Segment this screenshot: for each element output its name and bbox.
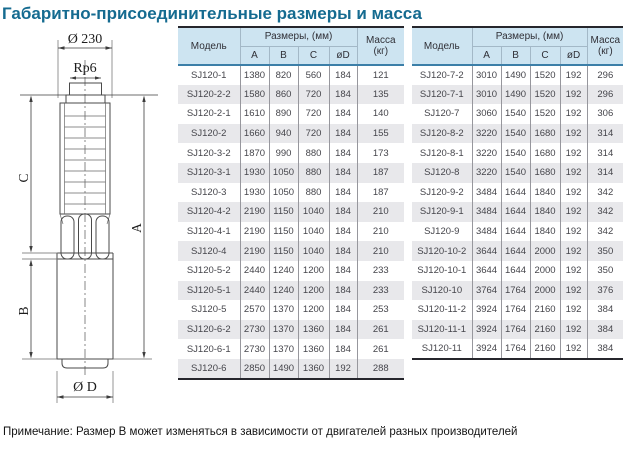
model-cell: SJ120-9 [424, 226, 460, 238]
value-cell: 384 [587, 300, 623, 320]
value-cell: 1644 [501, 183, 530, 203]
value-cell: 192 [560, 320, 587, 340]
value-cell: 192 [560, 65, 587, 85]
value-cell: 2000 [530, 261, 560, 281]
value-cell: 1644 [501, 202, 530, 222]
value-cell: 1050 [269, 163, 298, 183]
value-cell: 2160 [530, 300, 560, 320]
value-cell: 384 [587, 339, 623, 359]
value-cell: 1540 [501, 163, 530, 183]
column-header-model: Модель [412, 27, 472, 65]
value-cell: 184 [329, 339, 357, 359]
value-cell: 192 [560, 222, 587, 242]
value-cell: 1490 [269, 359, 298, 379]
column-header-dim-2: C [298, 46, 329, 65]
table-row [412, 281, 623, 301]
value-cell: 192 [560, 202, 587, 222]
model-cell: SJ120-10 [421, 284, 463, 296]
value-cell: 1764 [501, 300, 530, 320]
table-row [178, 163, 404, 183]
value-cell: 192 [560, 261, 587, 281]
value-cell: 3484 [472, 222, 501, 242]
value-cell: 560 [298, 65, 329, 85]
value-cell: 2850 [240, 359, 269, 379]
dim-label-c: C [16, 173, 31, 183]
value-cell: 3924 [472, 300, 501, 320]
value-cell: 121 [357, 65, 404, 85]
value-cell: 1360 [298, 339, 329, 359]
value-cell: 1370 [269, 320, 298, 340]
table-row [412, 202, 623, 222]
model-cell: SJ120-8-2 [419, 128, 464, 140]
value-cell: 1040 [298, 222, 329, 242]
table-row [178, 222, 404, 242]
value-cell: 880 [298, 163, 329, 183]
value-cell: 2440 [240, 261, 269, 281]
table-row [178, 281, 404, 301]
value-cell: 1764 [501, 320, 530, 340]
table-row [178, 320, 404, 340]
model-cell: SJ120-5 [191, 304, 227, 316]
model-cell: SJ120-6 [191, 362, 227, 374]
column-header-dim-0: A [472, 46, 501, 65]
model-cell: SJ120-7-1 [419, 88, 464, 100]
table-row [412, 222, 623, 242]
table-row [178, 359, 404, 379]
model-cell: SJ120-6-1 [186, 343, 231, 355]
model-cell: SJ120-5-2 [186, 265, 231, 277]
model-cell: SJ120-3-1 [186, 167, 231, 179]
table-row [178, 65, 404, 85]
model-cell: SJ120-9-1 [419, 206, 464, 218]
table-row [178, 183, 404, 203]
value-cell: 3644 [472, 261, 501, 281]
value-cell: 1150 [269, 202, 298, 222]
table-row [412, 104, 623, 124]
column-header-dimensions: Размеры, (мм) [472, 27, 587, 46]
value-cell: 860 [269, 85, 298, 105]
value-cell: 342 [587, 202, 623, 222]
value-cell: 184 [329, 222, 357, 242]
value-cell: 184 [329, 281, 357, 301]
value-cell: 1680 [530, 124, 560, 144]
value-cell: 1240 [269, 261, 298, 281]
value-cell: 2570 [240, 300, 269, 320]
value-cell: 1200 [298, 261, 329, 281]
table-row [178, 261, 404, 281]
value-cell: 192 [560, 85, 587, 105]
value-cell: 3220 [472, 163, 501, 183]
model-cell: SJ120-2-1 [186, 108, 231, 120]
value-cell: 350 [587, 261, 623, 281]
value-cell: 184 [329, 143, 357, 163]
value-cell: 192 [560, 124, 587, 144]
value-cell: 1240 [269, 281, 298, 301]
table-row [178, 143, 404, 163]
value-cell: 184 [329, 261, 357, 281]
value-cell: 940 [269, 124, 298, 144]
model-cell: SJ120-5-1 [186, 284, 231, 296]
table-row [412, 261, 623, 281]
value-cell: 184 [329, 183, 357, 203]
model-cell: SJ120-8 [424, 167, 460, 179]
model-cell: SJ120-2 [191, 128, 227, 140]
value-cell: 2730 [240, 320, 269, 340]
value-cell: 184 [329, 104, 357, 124]
value-cell: 1050 [269, 183, 298, 203]
value-cell: 192 [329, 359, 357, 379]
value-cell: 820 [269, 65, 298, 85]
value-cell: 1520 [530, 65, 560, 85]
value-cell: 1764 [501, 339, 530, 359]
model-cell: SJ120-11 [421, 343, 462, 355]
model-cell: SJ120-10-2 [417, 245, 467, 257]
value-cell: 1840 [530, 222, 560, 242]
value-cell: 1360 [298, 359, 329, 379]
value-cell: 880 [298, 183, 329, 203]
pump-drawing [0, 26, 178, 431]
value-cell: 1680 [530, 143, 560, 163]
value-cell: 1370 [269, 339, 298, 359]
value-cell: 3484 [472, 202, 501, 222]
model-cell: SJ120-4-2 [186, 206, 231, 218]
value-cell: 187 [357, 163, 404, 183]
value-cell: 1644 [501, 241, 530, 261]
value-cell: 1200 [298, 300, 329, 320]
value-cell: 1840 [530, 202, 560, 222]
value-cell: 1764 [501, 281, 530, 301]
value-cell: 192 [560, 104, 587, 124]
value-cell: 1644 [501, 261, 530, 281]
value-cell: 342 [587, 222, 623, 242]
value-cell: 2160 [530, 339, 560, 359]
value-cell: 3220 [472, 124, 501, 144]
model-cell: SJ120-8-1 [419, 147, 464, 159]
table-row [412, 124, 623, 144]
table-row [412, 320, 623, 340]
value-cell: 233 [357, 261, 404, 281]
value-cell: 192 [560, 163, 587, 183]
value-cell: 1040 [298, 241, 329, 261]
table-row [178, 241, 404, 261]
value-cell: 2160 [530, 320, 560, 340]
value-cell: 2190 [240, 222, 269, 242]
model-cell: SJ120-11-1 [417, 324, 466, 336]
value-cell: 184 [329, 202, 357, 222]
dimensions-table-2 [412, 26, 623, 360]
value-cell: 3060 [472, 104, 501, 124]
value-cell: 880 [298, 143, 329, 163]
value-cell: 3924 [472, 320, 501, 340]
model-cell: SJ120-10-1 [417, 265, 467, 277]
column-header-mass: Масса (кг) [587, 27, 623, 65]
column-header-dimensions: Размеры, (мм) [240, 27, 357, 46]
value-cell: 890 [269, 104, 298, 124]
value-cell: 261 [357, 339, 404, 359]
value-cell: 192 [560, 300, 587, 320]
model-cell: SJ120-4-1 [186, 226, 231, 238]
value-cell: 1930 [240, 163, 269, 183]
value-cell: 2000 [530, 281, 560, 301]
value-cell: 253 [357, 300, 404, 320]
value-cell: 1540 [501, 124, 530, 144]
value-cell: 720 [298, 124, 329, 144]
value-cell: 184 [329, 320, 357, 340]
value-cell: 2730 [240, 339, 269, 359]
value-cell: 3924 [472, 339, 501, 359]
value-cell: 3220 [472, 143, 501, 163]
value-cell: 210 [357, 222, 404, 242]
value-cell: 140 [357, 104, 404, 124]
model-cell: SJ120-11-2 [417, 304, 466, 316]
value-cell: 342 [587, 183, 623, 203]
model-cell: SJ120-1 [191, 69, 227, 81]
dim-label-bottom-diameter: Ø D [73, 380, 97, 395]
value-cell: 210 [357, 241, 404, 261]
value-cell: 1660 [240, 124, 269, 144]
model-cell: SJ120-3 [191, 186, 227, 198]
column-header-dim-1: B [501, 46, 530, 65]
value-cell: 314 [587, 124, 623, 144]
value-cell: 261 [357, 320, 404, 340]
value-cell: 1610 [240, 104, 269, 124]
model-cell: SJ120-7 [424, 108, 460, 120]
column-header-dim-2: C [530, 46, 560, 65]
model-cell: SJ120-2-2 [186, 88, 231, 100]
dim-label-a: A [129, 223, 144, 233]
value-cell: 1930 [240, 183, 269, 203]
value-cell: 314 [587, 143, 623, 163]
value-cell: 1644 [501, 222, 530, 242]
value-cell: 1680 [530, 163, 560, 183]
table-row [178, 300, 404, 320]
value-cell: 3010 [472, 85, 501, 105]
table-row [178, 104, 404, 124]
dim-label-top-diameter: Ø 230 [67, 32, 103, 47]
value-cell: 376 [587, 281, 623, 301]
value-cell: 192 [560, 281, 587, 301]
value-cell: 3484 [472, 183, 501, 203]
value-cell: 990 [269, 143, 298, 163]
value-cell: 384 [587, 320, 623, 340]
model-cell: SJ120-6-2 [186, 324, 231, 336]
value-cell: 1520 [530, 104, 560, 124]
table-row [178, 124, 404, 144]
value-cell: 3764 [472, 281, 501, 301]
table-row [178, 85, 404, 105]
value-cell: 1150 [269, 222, 298, 242]
value-cell: 3010 [472, 65, 501, 85]
value-cell: 155 [357, 124, 404, 144]
footnote: Примечание: Размер B может изменяться в зависимости от двигателей разных производителей [3, 426, 518, 438]
value-cell: 184 [329, 124, 357, 144]
value-cell: 1540 [501, 143, 530, 163]
column-header-dim-3: øD [329, 46, 357, 65]
value-cell: 1520 [530, 85, 560, 105]
value-cell: 184 [329, 85, 357, 105]
value-cell: 187 [357, 183, 404, 203]
value-cell: 1840 [530, 183, 560, 203]
value-cell: 1580 [240, 85, 269, 105]
table-row [412, 143, 623, 163]
value-cell: 184 [329, 65, 357, 85]
value-cell: 1540 [501, 104, 530, 124]
value-cell: 1870 [240, 143, 269, 163]
value-cell: 2190 [240, 202, 269, 222]
value-cell: 720 [298, 85, 329, 105]
value-cell: 1490 [501, 65, 530, 85]
value-cell: 184 [329, 241, 357, 261]
column-header-model: Модель [178, 27, 240, 65]
model-cell: SJ120-4 [191, 245, 227, 257]
value-cell: 192 [560, 339, 587, 359]
value-cell: 3644 [472, 241, 501, 261]
column-header-dim-3: øD [560, 46, 587, 65]
table-row [412, 339, 623, 359]
page-title: Габаритно-присоединительные размеры и масса [2, 4, 422, 23]
value-cell: 2440 [240, 281, 269, 301]
column-header-mass: Масса (кг) [357, 27, 404, 65]
value-cell: 192 [560, 241, 587, 261]
value-cell: 288 [357, 359, 404, 379]
pump-technical-drawing [0, 26, 178, 426]
dimensions-table-1 [178, 26, 404, 380]
dim-label-b: B [16, 306, 31, 316]
value-cell: 233 [357, 281, 404, 301]
value-cell: 1040 [298, 202, 329, 222]
table-row [412, 300, 623, 320]
value-cell: 135 [357, 85, 404, 105]
value-cell: 350 [587, 241, 623, 261]
value-cell: 192 [560, 143, 587, 163]
value-cell: 192 [560, 183, 587, 203]
value-cell: 1370 [269, 300, 298, 320]
value-cell: 296 [587, 85, 623, 105]
table-row [412, 65, 623, 85]
table-row [412, 163, 623, 183]
table-row [178, 339, 404, 359]
table-row [412, 241, 623, 261]
table-row [178, 202, 404, 222]
table-row [412, 85, 623, 105]
value-cell: 173 [357, 143, 404, 163]
value-cell: 720 [298, 104, 329, 124]
value-cell: 1200 [298, 281, 329, 301]
value-cell: 314 [587, 163, 623, 183]
value-cell: 184 [329, 163, 357, 183]
content-row [0, 26, 625, 431]
column-header-dim-0: A [240, 46, 269, 65]
value-cell: 184 [329, 300, 357, 320]
value-cell: 210 [357, 202, 404, 222]
model-cell: SJ120-3-2 [186, 147, 231, 159]
value-cell: 1490 [501, 85, 530, 105]
value-cell: 296 [587, 65, 623, 85]
value-cell: 1360 [298, 320, 329, 340]
model-cell: SJ120-9-2 [419, 186, 464, 198]
value-cell: 1150 [269, 241, 298, 261]
model-cell: SJ120-7-2 [419, 69, 464, 81]
value-cell: 1380 [240, 65, 269, 85]
value-cell: 2190 [240, 241, 269, 261]
value-cell: 306 [587, 104, 623, 124]
dim-label-thread: Rp6 [73, 61, 97, 76]
value-cell: 2000 [530, 241, 560, 261]
table-row [412, 183, 623, 203]
column-header-dim-1: B [269, 46, 298, 65]
